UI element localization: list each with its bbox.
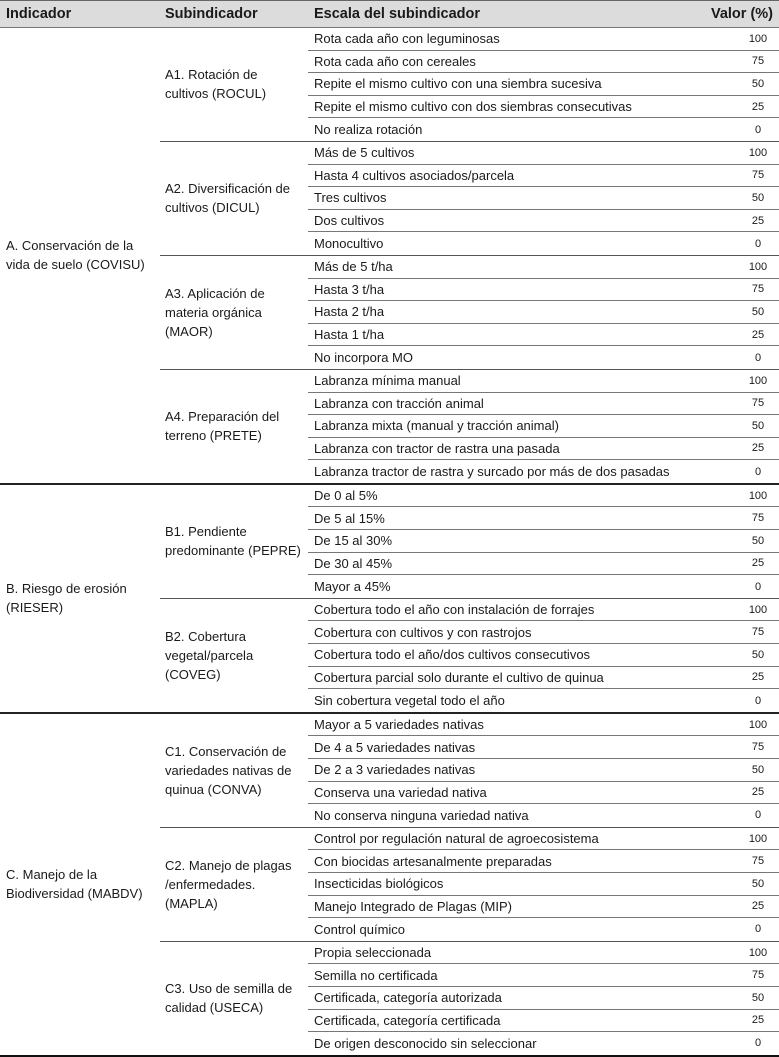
table-row — [308, 689, 779, 712]
scale-description: No conserva ninguna variedad nativa — [314, 807, 529, 823]
table-row — [308, 279, 779, 302]
scale-value: 75 — [751, 397, 765, 410]
scale-rows — [308, 714, 779, 827]
scale-value: 25 — [751, 214, 765, 227]
table-row — [308, 142, 779, 165]
indicator-group — [0, 28, 779, 485]
scale-description: De 0 al 5% — [314, 488, 378, 504]
scale-description: Sin cobertura vegetal todo el año — [314, 693, 505, 709]
subindicator-group — [160, 714, 779, 828]
scale-value: 75 — [751, 741, 765, 754]
scale-description: Cobertura parcial solo durante el cultivo de quinua — [314, 669, 604, 685]
scale-description: Labranza con tracción animal — [314, 395, 484, 411]
table-row — [308, 210, 779, 233]
table-row — [308, 987, 779, 1010]
scale-description: De 5 al 15% — [314, 510, 385, 526]
subindicator-group — [160, 828, 779, 942]
scale-description: Control químico — [314, 921, 406, 937]
scale-value: 50 — [751, 991, 765, 1004]
table-row — [308, 782, 779, 805]
scale-value: 25 — [751, 557, 765, 570]
table-row — [308, 918, 779, 941]
table-row — [308, 96, 779, 119]
scale-value: 50 — [751, 763, 765, 776]
subindicator-label: C1. Conservación de variedades nativas de quinua (CONVA) — [165, 743, 292, 797]
scale-value: 0 — [754, 351, 762, 364]
scale-value: 50 — [751, 305, 765, 318]
scale-description: Labranza mínima manual — [314, 373, 461, 389]
scale-description: Rota cada año con leguminosas — [314, 31, 500, 47]
scale-rows — [308, 370, 779, 483]
table-row — [308, 370, 779, 393]
scale-value: 25 — [751, 671, 765, 684]
scale-description: Cobertura todo el año/dos cultivos consecutivos — [314, 647, 591, 663]
table-row — [308, 232, 779, 255]
table-row — [308, 873, 779, 896]
table-row — [308, 165, 779, 188]
scale-value: 0 — [754, 1037, 762, 1050]
scale-value: 25 — [751, 100, 765, 113]
table-row — [308, 575, 779, 598]
indicator-label: A. Conservación de la vida de suelo (COVISU) — [6, 238, 145, 273]
table-row — [308, 485, 779, 508]
scale-value: 75 — [751, 55, 765, 68]
table-row — [308, 1032, 779, 1055]
scale-value: 75 — [751, 855, 765, 868]
scale-value: 100 — [748, 374, 768, 387]
scale-value: 50 — [751, 877, 765, 890]
subindicator-list — [160, 28, 779, 483]
table-row — [308, 51, 779, 74]
table-row — [308, 507, 779, 530]
subindicator-label: C3. Uso de semilla de calidad (USECA) — [165, 981, 293, 1016]
table-row — [308, 118, 779, 141]
scale-description: Más de 5 t/ha — [314, 259, 393, 275]
scale-description: Semilla no certificada — [314, 967, 438, 983]
table-row — [308, 346, 779, 369]
scale-description: Hasta 4 cultivos asociados/parcela — [314, 167, 515, 183]
scale-rows — [308, 828, 779, 941]
table-row — [308, 667, 779, 690]
scale-description: De 30 al 45% — [314, 555, 393, 571]
scale-description: Propia seleccionada — [314, 945, 432, 961]
subindicator-group — [160, 942, 779, 1055]
subindicator-label: A1. Rotación de cultivos (ROCUL) — [165, 67, 267, 102]
table-row — [308, 460, 779, 483]
scale-value: 25 — [751, 442, 765, 455]
scale-description: Insecticidas biológicos — [314, 876, 444, 892]
scale-value: 100 — [748, 946, 768, 959]
scale-description: Mayor a 45% — [314, 579, 391, 595]
table-header — [0, 1, 779, 28]
table-row — [308, 804, 779, 827]
scale-rows — [308, 28, 779, 141]
subindicator-group — [160, 256, 779, 370]
scale-description: De 15 al 30% — [314, 533, 393, 549]
indicator-label: C. Manejo de la Biodiversidad (MABDV) — [6, 867, 143, 902]
scale-description: Repite el mismo cultivo con dos siembras consecutivas — [314, 99, 632, 115]
scale-value: 75 — [751, 626, 765, 639]
table-row — [308, 714, 779, 737]
scale-value: 100 — [748, 146, 768, 159]
scale-description: No realiza rotación — [314, 122, 423, 138]
scale-rows — [308, 485, 779, 598]
scale-description: De 4 a 5 variedades nativas — [314, 739, 476, 755]
subindicator-list — [160, 714, 779, 1055]
scale-value: 0 — [754, 580, 762, 593]
scale-value: 100 — [748, 718, 768, 731]
scale-description: Monocultivo — [314, 236, 384, 252]
scale-description: Certificada, categoría autorizada — [314, 990, 502, 1006]
scale-value: 0 — [754, 923, 762, 936]
scale-value: 100 — [748, 260, 768, 273]
scale-rows — [308, 142, 779, 255]
scale-description: Repite el mismo cultivo con una siembra sucesiva — [314, 76, 602, 92]
scale-value: 100 — [748, 603, 768, 616]
indicator-label: B. Riesgo de erosión (RIESER) — [6, 581, 127, 616]
table-row — [308, 324, 779, 347]
scale-value: 0 — [754, 465, 762, 478]
scale-value: 75 — [751, 512, 765, 525]
scale-description: Control por regulación natural de agroecosistema — [314, 831, 599, 847]
scale-description: Mayor a 5 variedades nativas — [314, 717, 484, 733]
scale-value: 50 — [751, 534, 765, 547]
indicator-group — [0, 714, 779, 1057]
scale-value: 0 — [754, 123, 762, 136]
scale-value: 50 — [751, 419, 765, 432]
table-row — [308, 28, 779, 51]
scale-rows — [308, 256, 779, 369]
header-subindicador: Subindicador — [165, 6, 258, 22]
table-row — [308, 644, 779, 667]
scale-description: Conserva una variedad nativa — [314, 784, 487, 800]
header-escala: Escala del subindicador — [314, 6, 480, 22]
table-row — [308, 1010, 779, 1033]
scale-description: Certificada, categoría certificada — [314, 1012, 501, 1028]
subindicator-label: C2. Manejo de plagas /enfermedades. (MAPLA) — [165, 857, 292, 911]
scale-description: Rota cada año con cereales — [314, 53, 476, 69]
scale-description: Hasta 1 t/ha — [314, 327, 385, 343]
header-indicador: Indicador — [6, 6, 72, 22]
subindicator-label: B2. Cobertura vegetal/parcela (COVEG) — [165, 628, 254, 682]
scale-value: 25 — [751, 900, 765, 913]
scale-description: Labranza mixta (manual y tracción animal) — [314, 418, 559, 434]
scale-value: 75 — [751, 169, 765, 182]
scale-description: Cobertura todo el año con instalación de forrajes — [314, 602, 595, 618]
scale-description: Labranza tractor de rastra y surcado por más de dos pasadas — [314, 464, 670, 480]
subindicator-group — [160, 142, 779, 256]
table-row — [308, 942, 779, 965]
subindicator-list — [160, 485, 779, 712]
subindicator-group — [160, 485, 779, 599]
scale-description: Con biocidas artesanalmente preparadas — [314, 853, 552, 869]
table-row — [308, 828, 779, 851]
subindicator-label: B1. Pendiente predominante (PEPRE) — [165, 524, 301, 559]
indicator-group — [0, 485, 779, 714]
scale-description: Más de 5 cultivos — [314, 145, 415, 161]
scale-value: 0 — [754, 694, 762, 707]
scale-description: No incorpora MO — [314, 350, 413, 366]
scale-description: Labranza con tractor de rastra una pasada — [314, 440, 560, 456]
table-body — [0, 28, 779, 1057]
table-row — [308, 256, 779, 279]
table-row — [308, 553, 779, 576]
scale-description: Hasta 3 t/ha — [314, 281, 385, 297]
table-row — [308, 896, 779, 919]
scale-value: 100 — [748, 832, 768, 845]
table-row — [308, 599, 779, 622]
scale-value: 25 — [751, 1014, 765, 1027]
table-row — [308, 621, 779, 644]
scale-value: 25 — [751, 328, 765, 341]
scale-description: Tres cultivos — [314, 190, 387, 206]
scale-value: 50 — [751, 648, 765, 661]
scale-value: 75 — [751, 283, 765, 296]
scale-value: 50 — [751, 191, 765, 204]
scale-value: 0 — [754, 809, 762, 822]
table-row — [308, 415, 779, 438]
table-row — [308, 964, 779, 987]
subindicator-label: A3. Aplicación de materia orgánica (MAOR) — [165, 285, 265, 339]
scale-value: 100 — [748, 489, 768, 502]
scale-rows — [308, 942, 779, 1055]
scale-value: 75 — [751, 969, 765, 982]
table-row — [308, 393, 779, 416]
subindicator-group — [160, 370, 779, 483]
table-row — [308, 850, 779, 873]
subindicator-group — [160, 28, 779, 142]
scale-value: 0 — [754, 237, 762, 250]
table-row — [308, 759, 779, 782]
scale-rows — [308, 599, 779, 712]
scale-description: Hasta 2 t/ha — [314, 304, 385, 320]
scale-description: De origen desconocido sin seleccionar — [314, 1035, 537, 1051]
header-valor: Valor (%) — [710, 6, 773, 22]
scale-value: 100 — [748, 32, 768, 45]
table-row — [308, 530, 779, 553]
scale-description: Dos cultivos — [314, 213, 385, 229]
table-row — [308, 301, 779, 324]
subindicator-label: A2. Diversificación de cultivos (DICUL) — [165, 181, 290, 216]
table-row — [308, 736, 779, 759]
table-row — [308, 438, 779, 461]
table-row — [308, 187, 779, 210]
scale-description: Manejo Integrado de Plagas (MIP) — [314, 898, 512, 914]
subindicator-group — [160, 599, 779, 712]
scale-description: Cobertura con cultivos y con rastrojos — [314, 624, 532, 640]
scale-value: 50 — [751, 77, 765, 90]
subindicator-label: A4. Preparación del terreno (PRETE) — [165, 409, 280, 444]
scale-value: 25 — [751, 786, 765, 799]
table-row — [308, 73, 779, 96]
scale-description: De 2 a 3 variedades nativas — [314, 762, 476, 778]
